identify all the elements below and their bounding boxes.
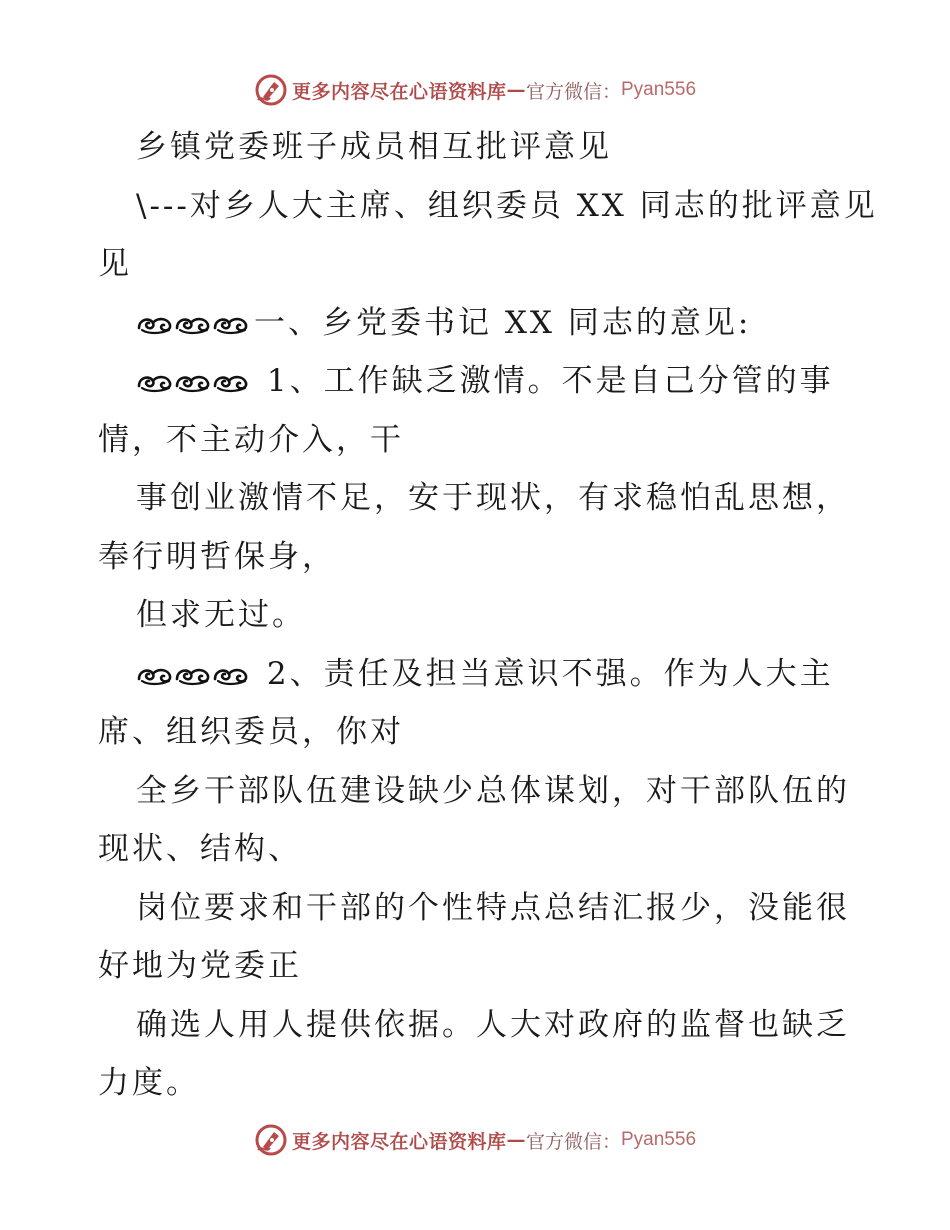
item-2-line-5: 岗位要求和干部的个性特点总结汇报少，没能很 [136,889,850,926]
scroll-ornament-icon [174,371,212,393]
item-2-line-8: 力度。 [98,1065,200,1101]
item-1-line-5: 但求无过。 [136,597,306,633]
ornament-group [136,645,250,704]
pen-nib-logo-icon [254,1123,288,1157]
scroll-ornament-icon [136,664,174,686]
item-1-line-2: 情，不主动介入，干 [98,421,404,458]
section-heading-text: 一、乡党委书记 XX 同志的意见: [254,304,752,341]
banner-main-text: 更多内容尽在心语资料库 [291,80,507,103]
scroll-ornament-icon [174,313,212,335]
scroll-ornament-icon [136,371,174,393]
pen-nib-logo-icon [254,73,288,107]
scroll-ornament-icon [212,313,250,335]
item-2-line-6: 好地为党委正 [98,948,302,984]
item-1-line-3: 事创业激情不足，安于现状，有求稳怕乱思想， [136,480,850,516]
item-1-line-1 [98,352,858,411]
banner-wechat-label: 官方微信： [525,1130,621,1153]
item-2-line-2: 席、组织委员，你对 [98,714,404,750]
item-1-text: 1、工作缺乏激情。不是自己分管的事 [254,363,834,399]
banner-wechat-id: Pyan556 [621,79,697,100]
scroll-ornament-icon [212,664,250,686]
scroll-ornament-icon [136,313,174,335]
banner-wechat-label: 官方微信： [525,80,621,103]
item-2-line-3: 全乡干部队伍建设缺少总体谋划，对干部队伍的 [136,772,850,809]
scroll-ornament-icon [174,664,212,686]
ornament-group [136,294,250,353]
banner-dash: — [506,1129,526,1151]
section-heading [98,294,858,353]
banner-dash: — [506,79,526,101]
ornament-group [136,352,250,411]
document-body [98,118,878,1113]
document-subtitle-continued: 见 [98,246,132,282]
item-1-line-4: 奉行明哲保身， [98,538,336,575]
footer-banner [0,1120,950,1160]
document-subtitle: \---对乡人大主席、组织委员 XX 同志的批评意见 [136,187,878,224]
item-2-line-1 [98,645,858,704]
banner-wechat-id: Pyan556 [621,1129,697,1150]
banner-main-text: 更多内容尽在心语资料库 [291,1130,507,1153]
item-2-line-4: 现状、结构、 [98,831,302,867]
item-2-line-7: 确选人用人提供依据。人大对政府的监督也缺乏 [136,1006,850,1043]
scroll-ornament-icon [212,371,250,393]
item-2-text: 2、责任及担当意识不强。作为人大主 [254,655,834,692]
document-title: 乡镇党委班子成员相互批评意见 [136,129,612,165]
header-banner [0,70,950,110]
